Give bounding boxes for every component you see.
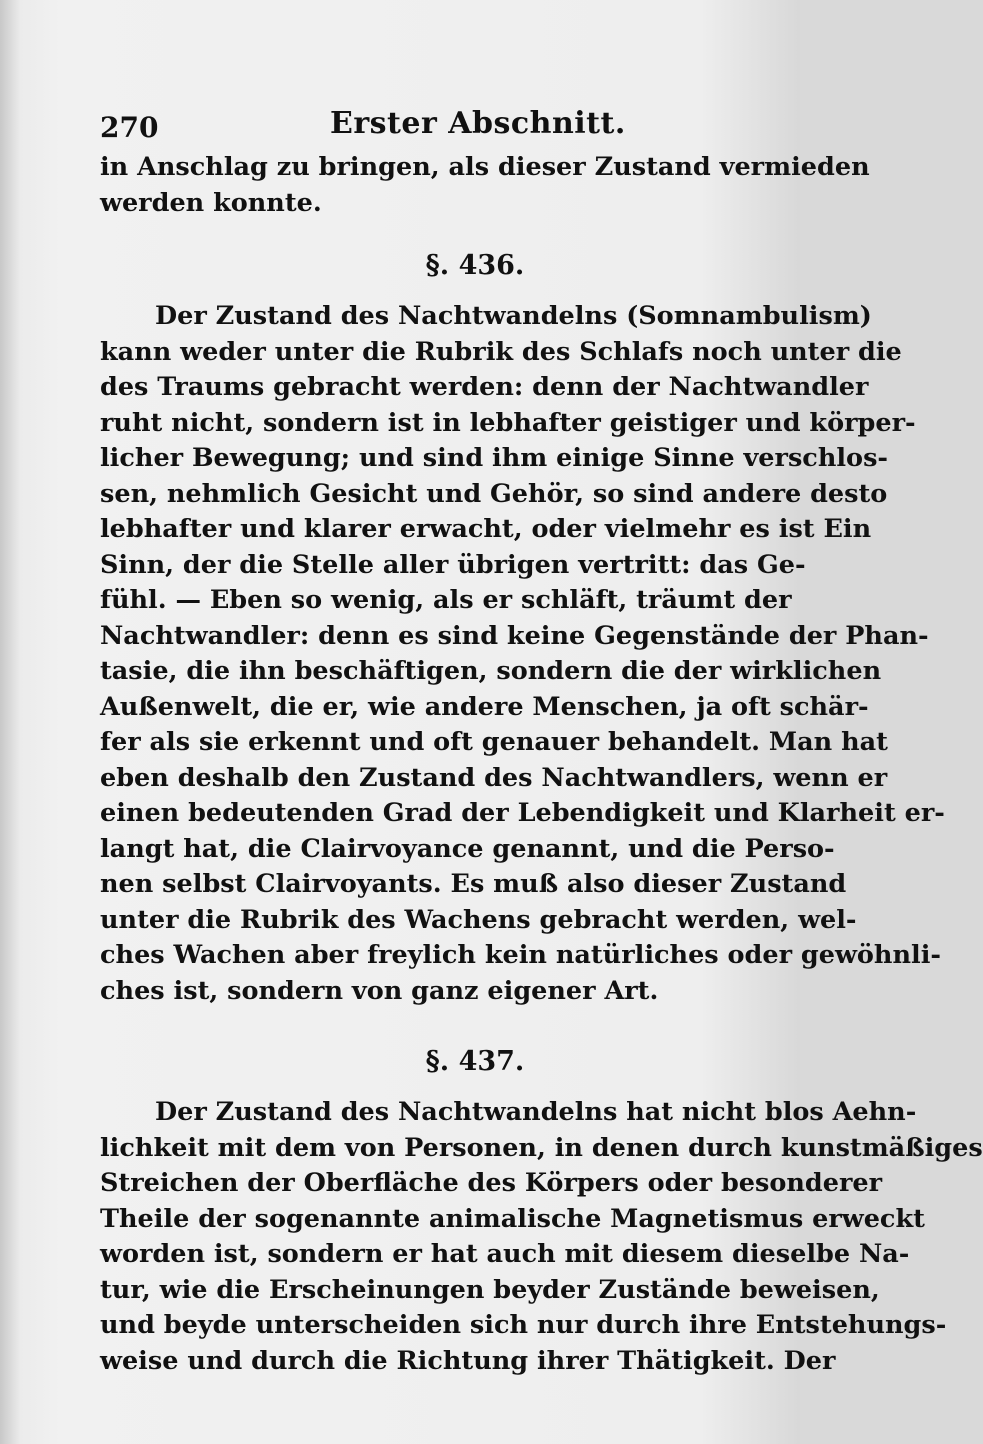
text-line: ches Wachen aber freylich kein natürliches oder gewöhnli-	[100, 940, 941, 970]
continuation-paragraph	[100, 150, 870, 221]
text-line: des Traums gebracht werden: denn der Nachtwandler	[100, 372, 869, 402]
text-line: ruht nicht, sondern ist in lebhafter geistiger und körper-	[100, 407, 916, 438]
text-line: Der Zustand des Nachtwandelns hat nicht blos Aehn-	[155, 1097, 917, 1127]
text-line: lebhafter und klarer erwacht, oder vielmehr es ist Ein	[100, 514, 872, 544]
text-line: tasie, die ihn beschäftigen, sondern die der wirklichen	[100, 656, 882, 686]
section-heading: §. 437.	[425, 1046, 525, 1077]
text-line: einen bedeutenden Grad der Lebendigkeit und Klarheit er-	[100, 798, 945, 828]
page-header	[100, 95, 770, 150]
text-line: Nachtwandler: denn es sind keine Gegenstände der Phan-	[100, 620, 929, 651]
text-line: in Anschlag zu bringen, als dieser Zustand vermieden	[100, 152, 870, 182]
page-number: 270	[100, 111, 159, 144]
section-437	[100, 1039, 983, 1379]
text-line: langt hat, die Clairvoyance genannt, und die Perso-	[100, 833, 835, 864]
text-line: und beyde unterscheiden sich nur durch ihre Entstehungs-	[100, 1310, 947, 1340]
page-text	[100, 95, 983, 1379]
text-line: Theile der sogenannte animalische Magnetismus erweckt	[100, 1203, 925, 1234]
text-line: Streichen der Oberfläche des Körpers oder besonderer	[100, 1168, 883, 1198]
text-line: eben deshalb den Zustand des Nachtwandlers, wenn er	[100, 762, 888, 793]
text-line: lichkeit mit dem von Personen, in denen durch kunstmäßiges	[100, 1132, 983, 1163]
text-line: tur, wie die Erscheinungen beyder Zustände beweisen,	[100, 1274, 880, 1305]
section-436	[100, 243, 945, 1009]
text-line: licher Bewegung; und sind ihm einige Sinne verschlos-	[100, 443, 889, 473]
text-line: Der Zustand des Nachtwandelns (Somnambulism)	[155, 301, 872, 331]
text-line: nen selbst Clairvoyants. Es muß also dieser Zustand	[100, 869, 847, 899]
text-line: unter die Rubrik des Wachens gebracht werden, wel-	[100, 904, 857, 935]
text-line: fer als sie erkennt und oft genauer behandelt. Man hat	[100, 727, 888, 757]
section-heading: §. 436.	[425, 250, 525, 281]
text-line: sen, nehmlich Gesicht und Gehör, so sind andere desto	[100, 478, 888, 509]
text-line: fühl. — Eben so wenig, als er schläft, träumt der	[100, 585, 792, 615]
running-head: Erster Abschnitt.	[330, 106, 626, 141]
text-line: werden konnte.	[100, 187, 322, 218]
text-line: kann weder unter die Rubrik des Schlafs noch unter die	[100, 336, 902, 367]
text-line: worden ist, sondern er hat auch mit diesem dieselbe Na-	[100, 1239, 910, 1269]
text-line: Außenwelt, die er, wie andere Menschen, ja oft schär-	[100, 691, 869, 722]
text-line: weise und durch die Richtung ihrer Thätigkeit. Der	[100, 1345, 836, 1376]
text-line: ches ist, sondern von ganz eigener Art.	[100, 975, 659, 1006]
text-line: Sinn, der die Stelle aller übrigen vertritt: das Ge-	[100, 549, 806, 580]
